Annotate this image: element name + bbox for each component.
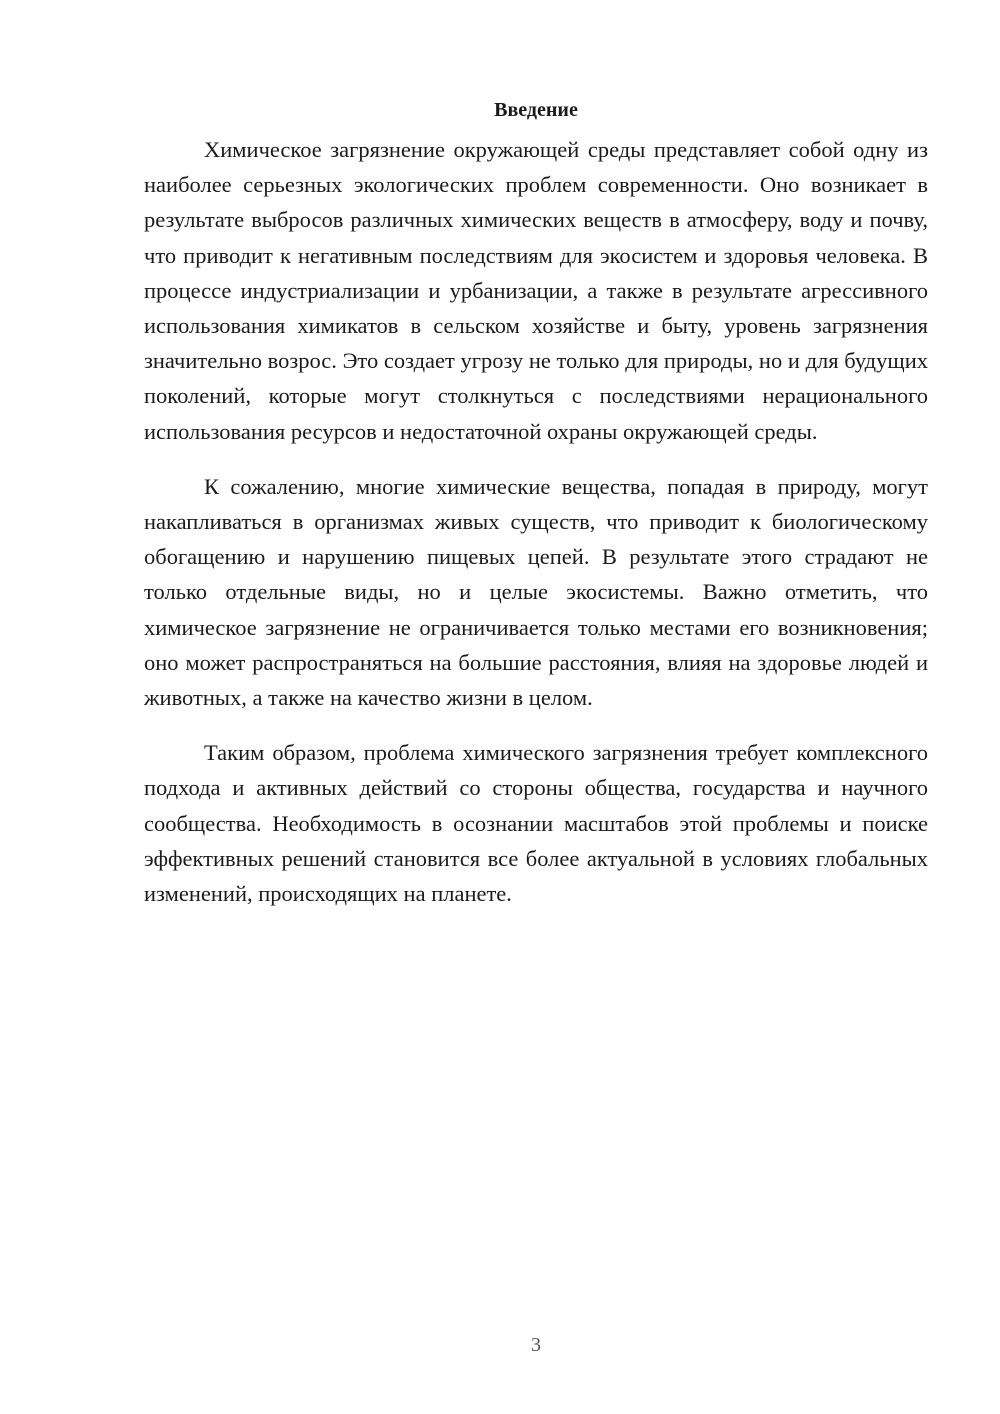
paragraph-1: Химическое загрязнение окружающей среды представляет собой одну из наиболее серьезных экологических проблем современности. Оно возникает в результате выбросов различных химических веществ в атмосферу, воду и почву, что приводит к негативным последствиям для экосистем и здоровья человека. В процессе индустриализации и урбанизации, а также в результате агрессивного использования химикатов в сельском хозяйстве и быту, уровень загрязнения значительно возрос. Это создает угрозу не только для природы, но и для будущих поколений, которые могут столкнуться с последствиями нерационального использования ресурсов и недостаточной охраны окружающей среды. bbox=[144, 137, 928, 444]
page-number: 3 bbox=[531, 1334, 541, 1356]
paragraph-2: К сожалению, многие химические вещества, попадая в природу, могут накапливаться в организмах живых существ, что приводит к биологическому обогащению и нарушению пищевых цепей. В результате этого страдают не только отдельные виды, но и целые экосистемы. Важно отметить, что химическое загрязнение не ограничивается только местами его возникновения; оно может распространяться на большие расстояния, влияя на здоровье людей и животных, а также на качество жизни в целом. bbox=[144, 473, 928, 711]
paragraph-3: Таким образом, проблема химического загрязнения требует комплексного подхода и активных действий со стороны общества, государства и научного сообщества. Необходимость в осознании масштабов этой проблемы и поиске эффективных решений становится все более актуальной в условиях глобальных изменений, происходящих на планете. bbox=[144, 740, 928, 907]
section-title: Введение bbox=[494, 99, 578, 121]
page-content bbox=[144, 92, 928, 911]
